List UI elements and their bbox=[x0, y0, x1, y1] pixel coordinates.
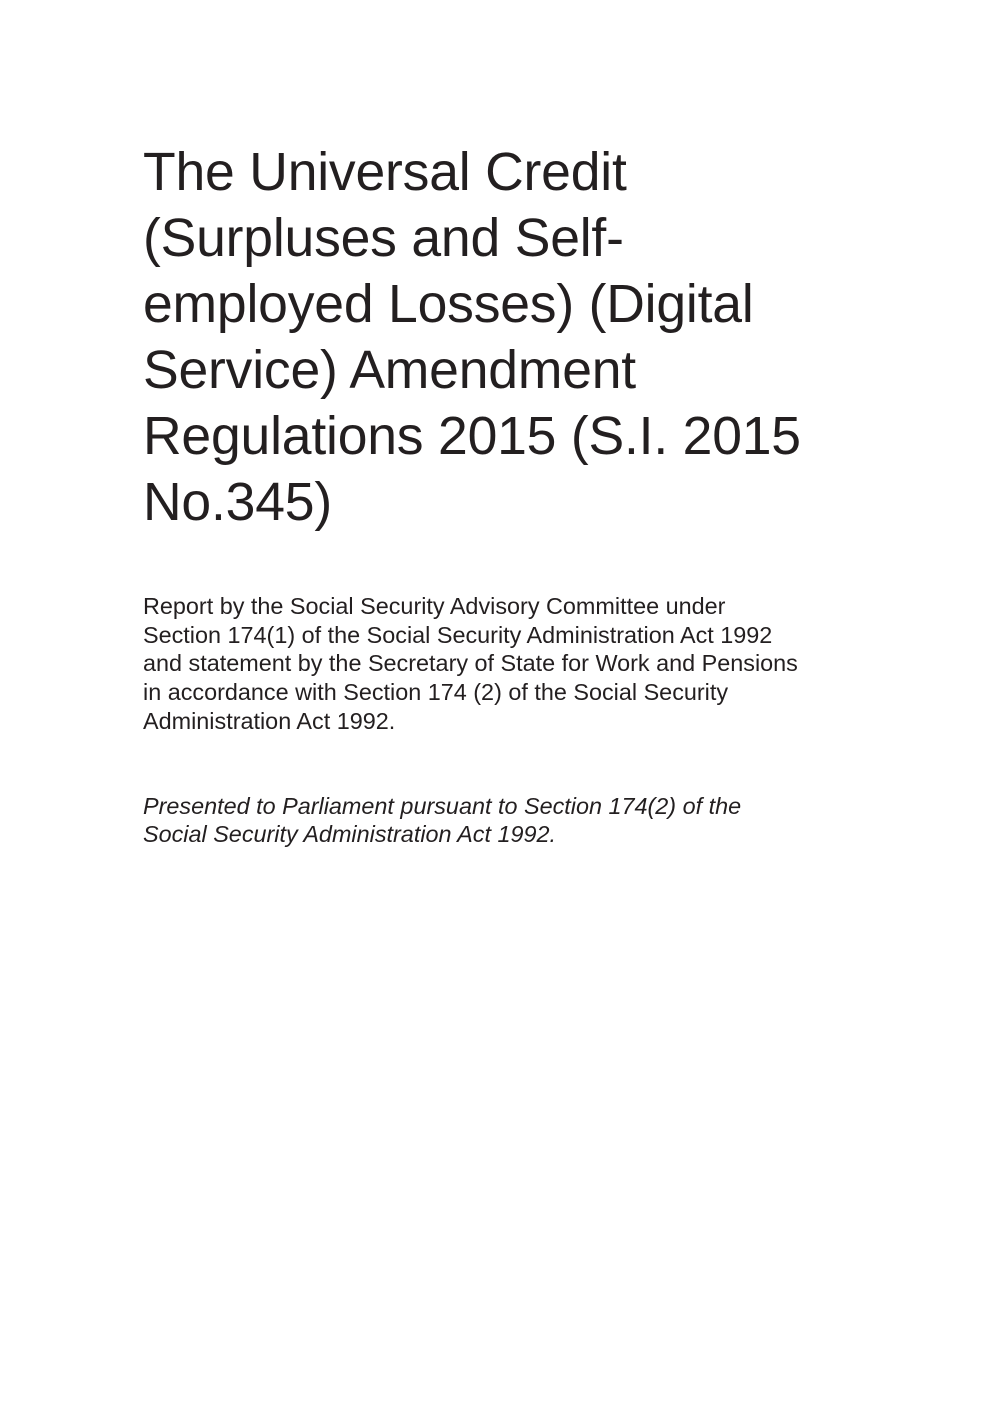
report-line: in accordance with Section 174 (2) of the Social Security bbox=[143, 679, 729, 706]
presented-line: Social Security Administration Act 1992. bbox=[143, 821, 556, 848]
presented-to-parliament-note bbox=[143, 792, 903, 849]
title-line: employed Losses) (Digital bbox=[143, 275, 754, 334]
report-description bbox=[143, 592, 903, 736]
title-line: (Surpluses and Self- bbox=[143, 209, 624, 268]
title-line: No.345) bbox=[143, 473, 332, 532]
title-line: Service) Amendment bbox=[143, 341, 636, 400]
title-line: The Universal Credit bbox=[143, 143, 627, 202]
report-line: Administration Act 1992. bbox=[143, 707, 396, 734]
presented-line: Presented to Parliament pursuant to Section 174(2) of the bbox=[143, 792, 742, 819]
document-content bbox=[143, 140, 903, 849]
report-line: and statement by the Secretary of State for Work and Pensions bbox=[143, 650, 798, 677]
report-line: Section 174(1) of the Social Security Administration Act 1992 bbox=[143, 621, 773, 648]
title-line: Regulations 2015 (S.I. 2015 bbox=[143, 407, 801, 466]
document-title bbox=[143, 140, 903, 536]
report-line: Report by the Social Security Advisory Committee under bbox=[143, 593, 726, 619]
